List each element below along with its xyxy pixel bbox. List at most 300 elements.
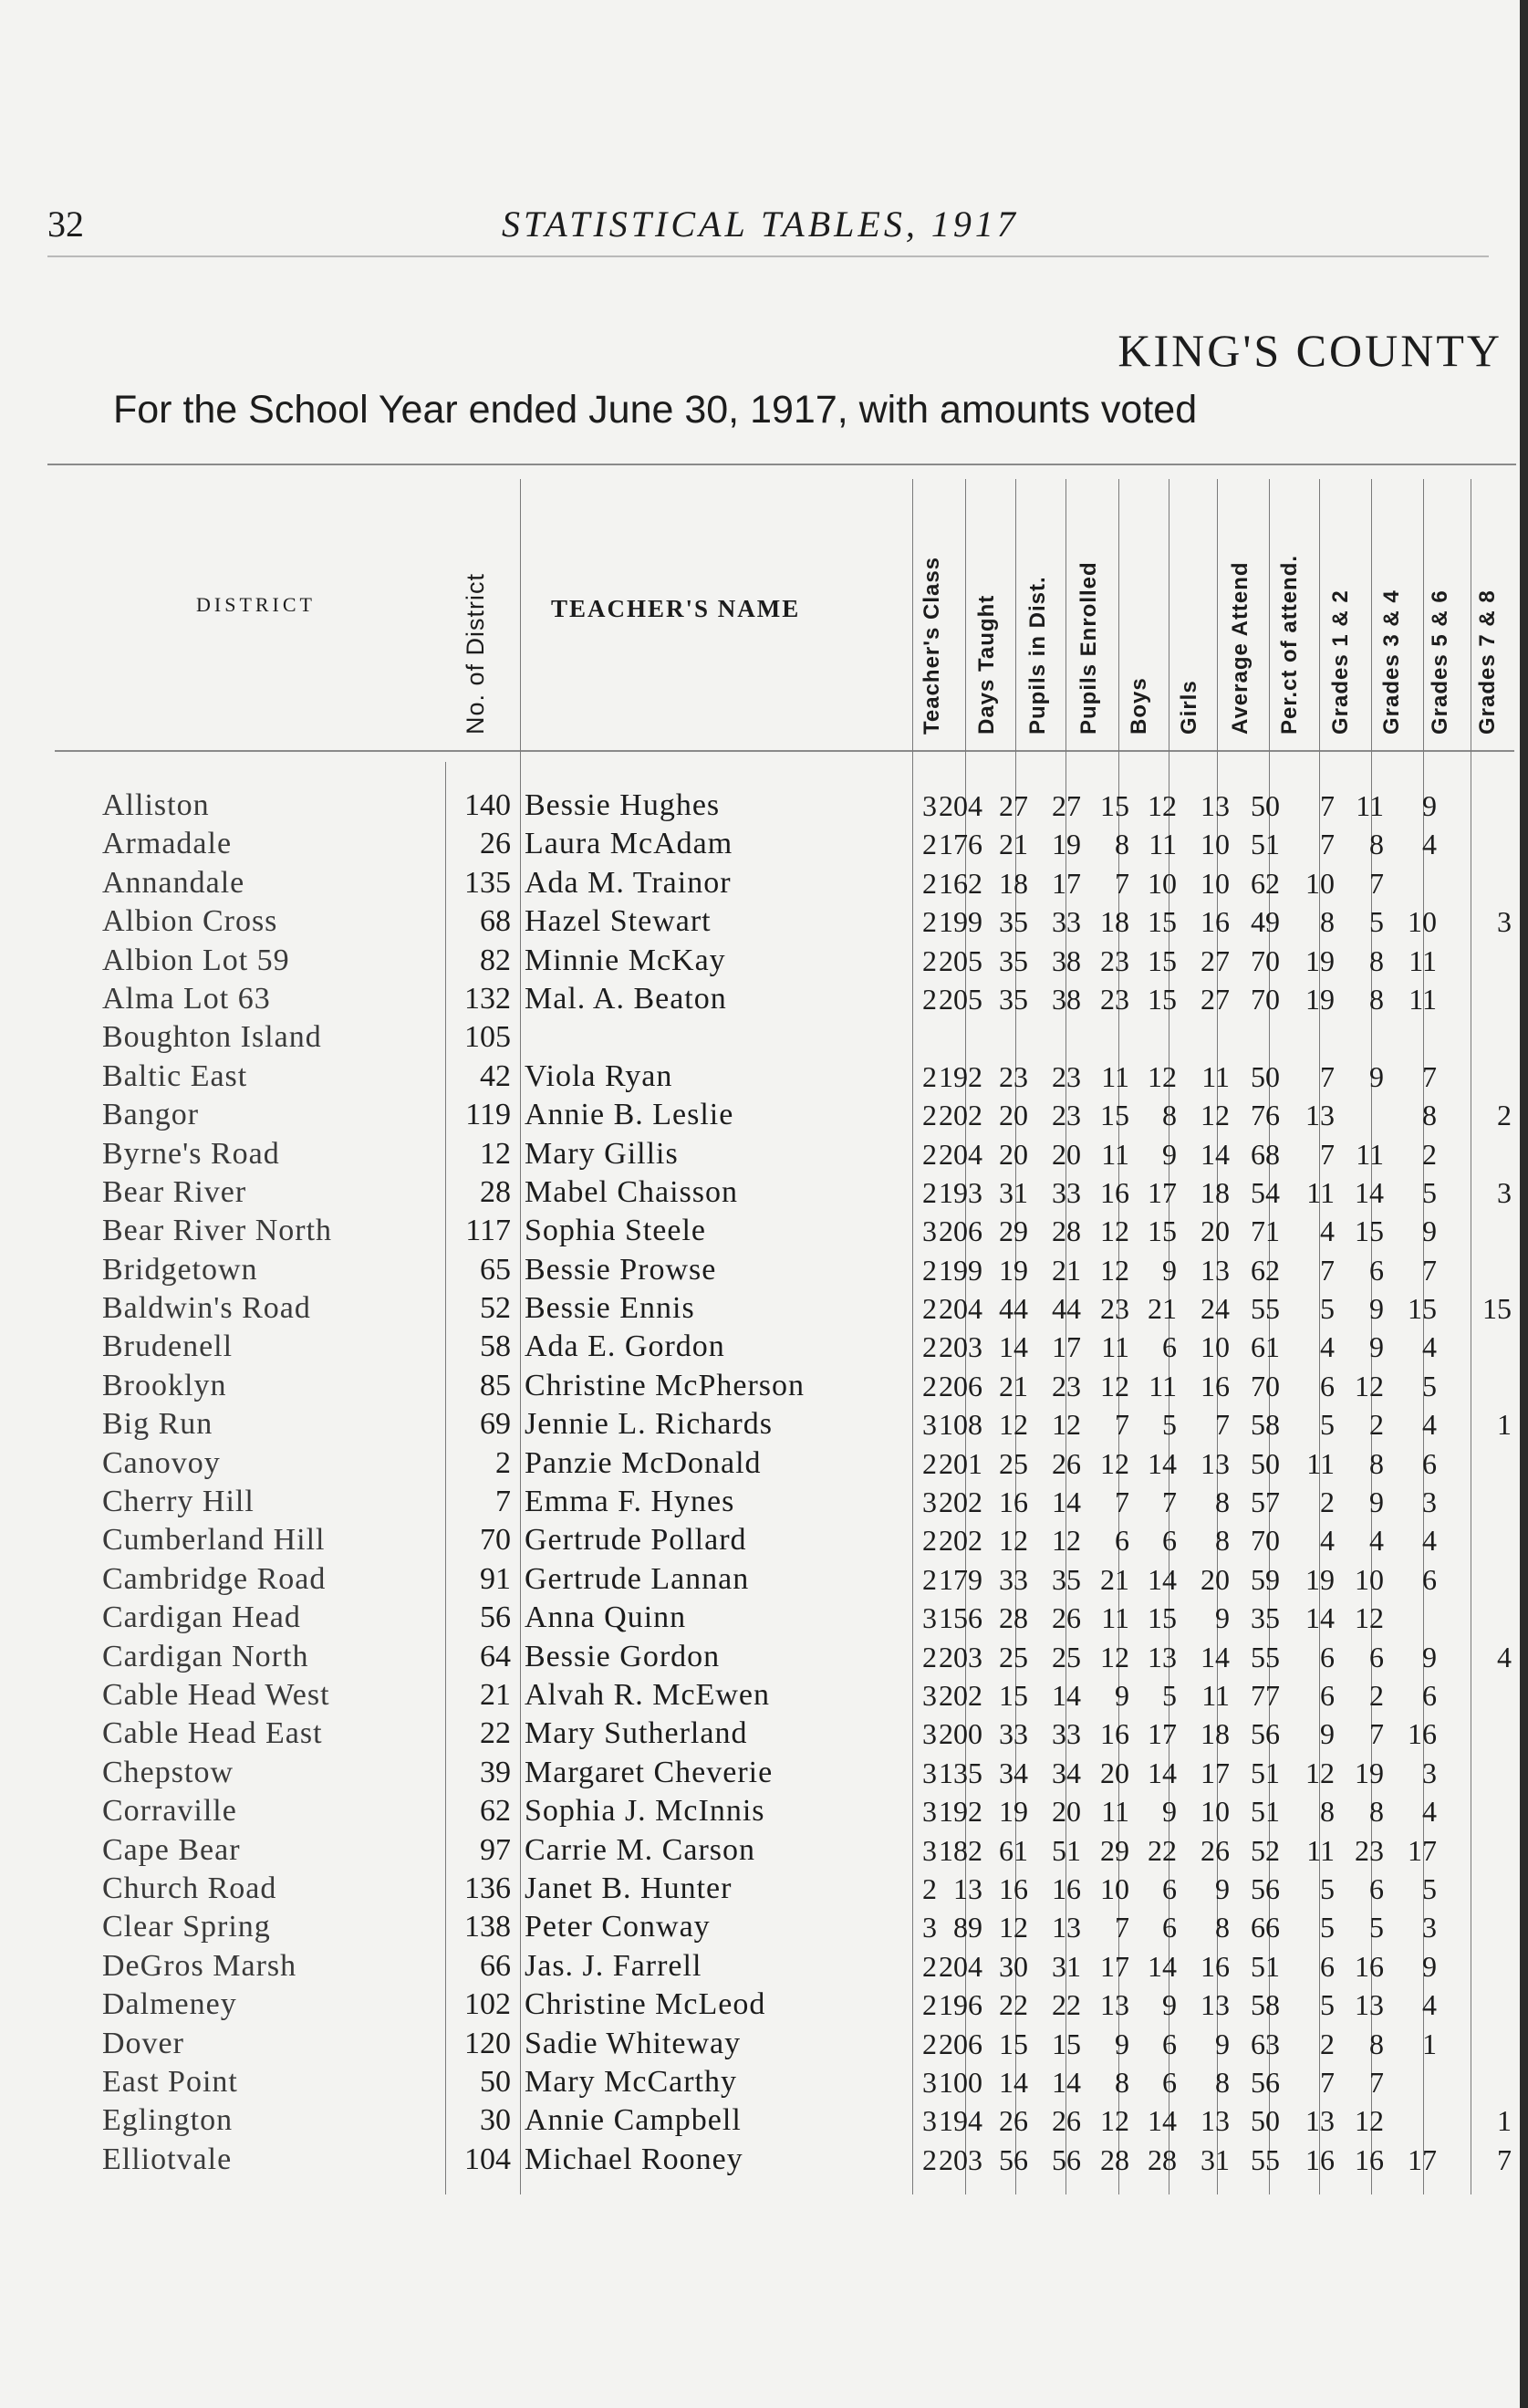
perct-attend-cell: 52 <box>1251 1833 1280 1867</box>
boys-cell: 20 <box>1100 1756 1129 1789</box>
teachers-class-cell: 2 <box>922 2027 937 2060</box>
district-cell: Bridgetown <box>102 1252 258 1287</box>
boys-cell: 18 <box>1100 905 1129 939</box>
header-pupils-enrolled-label: Pupils Enrolled <box>1076 561 1101 735</box>
district-cell: Alma Lot 63 <box>102 981 271 1016</box>
days-taught-cell: 199 <box>939 905 982 939</box>
pupils-enrolled-cell: 23 <box>1052 1099 1081 1132</box>
grades-5-6-cell: 7 <box>1422 1253 1437 1287</box>
average-attend-cell: 13 <box>1201 1446 1230 1480</box>
average-attend-cell: 27 <box>1201 982 1230 1016</box>
table-row <box>0 1754 1528 1792</box>
header-teacher: TEACHER'S NAME <box>551 595 801 622</box>
district-number-cell: 119 <box>465 1098 511 1132</box>
grades-5-6-cell: 9 <box>1422 1949 1437 1983</box>
perct-attend-cell: 61 <box>1251 1330 1280 1364</box>
table-row <box>0 1599 1528 1637</box>
running-head: STATISTICAL TABLES, 1917 <box>502 203 1019 245</box>
average-attend-cell: 16 <box>1201 1369 1230 1402</box>
girls-cell: 8 <box>1162 1099 1177 1132</box>
boys-cell: 8 <box>1115 828 1129 861</box>
boys-cell: 13 <box>1100 1988 1129 2022</box>
pupils-in-dist-cell: 25 <box>999 1446 1028 1480</box>
teacher-name-cell: Alvah R. McEwen <box>525 1677 771 1712</box>
pupils-in-dist-cell: 20 <box>999 1099 1028 1132</box>
pupils-enrolled-cell: 23 <box>1052 1369 1081 1402</box>
teachers-class-cell: 2 <box>922 828 937 861</box>
average-attend-cell: 10 <box>1201 1795 1230 1829</box>
pupils-in-dist-cell: 56 <box>999 2142 1028 2176</box>
teachers-class-cell: 2 <box>922 1175 937 1209</box>
days-taught-cell: 176 <box>939 828 982 861</box>
days-taught-cell: 204 <box>939 1137 982 1171</box>
perct-attend-cell: 35 <box>1251 1601 1280 1635</box>
district-number-cell: 22 <box>480 1716 511 1751</box>
days-taught-cell: 194 <box>939 2104 982 2138</box>
district-number-cell: 85 <box>480 1368 511 1402</box>
perct-attend-cell: 62 <box>1251 866 1280 900</box>
grades-3-4-cell: 12 <box>1355 2104 1384 2138</box>
grades-1-2-cell: 7 <box>1320 1059 1335 1093</box>
average-attend-cell: 13 <box>1201 2104 1230 2138</box>
teacher-name-cell: Margaret Cheverie <box>525 1755 774 1789</box>
district-cell: Elliotvale <box>102 2142 233 2176</box>
pupils-enrolled-cell: 14 <box>1052 1678 1081 1712</box>
teacher-name-cell: Sophia Steele <box>525 1214 707 1248</box>
pupils-enrolled-cell: 17 <box>1052 866 1081 900</box>
table-row <box>0 2101 1528 2140</box>
district-number-cell: 97 <box>480 1832 511 1867</box>
average-attend-cell: 10 <box>1201 1330 1230 1364</box>
average-attend-cell: 10 <box>1201 866 1230 900</box>
boys-cell: 11 <box>1101 1059 1129 1093</box>
days-taught-cell: 192 <box>939 1795 982 1829</box>
teacher-name-cell: Mary McCarthy <box>525 2064 738 2099</box>
grades-7-8-cell: 3 <box>1497 1175 1512 1209</box>
teacher-name-cell: Peter Conway <box>525 1910 711 1944</box>
district-number-cell: 21 <box>480 1677 511 1712</box>
pupils-in-dist-cell: 35 <box>999 943 1028 977</box>
teacher-name-cell: Sadie Whiteway <box>525 2026 742 2060</box>
grades-5-6-cell: 2 <box>1422 1137 1437 1171</box>
average-attend-cell: 18 <box>1201 1175 1230 1209</box>
days-taught-cell: 193 <box>939 1175 982 1209</box>
pupils-in-dist-cell: 33 <box>999 1717 1028 1751</box>
grades-3-4-cell: 9 <box>1369 1330 1384 1364</box>
pupils-enrolled-cell: 23 <box>1052 1059 1081 1093</box>
grades-5-6-cell: 15 <box>1408 1292 1437 1326</box>
header-teachers-class-label: Teacher's Class <box>920 556 944 735</box>
district-number-cell: 50 <box>480 2064 511 2099</box>
average-attend-cell: 9 <box>1215 1601 1230 1635</box>
teachers-class-cell: 2 <box>922 1253 937 1287</box>
pupils-enrolled-cell: 31 <box>1052 1949 1081 1983</box>
pupils-enrolled-cell: 22 <box>1052 1988 1081 2022</box>
district-number-cell: 140 <box>464 788 511 822</box>
district-number-cell: 62 <box>480 1794 511 1829</box>
boys-cell: 9 <box>1115 2027 1129 2060</box>
grades-1-2-cell: 6 <box>1320 1369 1335 1402</box>
grades-7-8-cell: 4 <box>1497 1640 1512 1673</box>
table-row <box>0 1018 1528 1057</box>
pupils-enrolled-cell: 25 <box>1052 1640 1081 1673</box>
district-number-cell: 39 <box>480 1755 511 1789</box>
boys-cell: 7 <box>1115 1408 1129 1442</box>
grades-1-2-cell: 5 <box>1320 1408 1335 1442</box>
table-body <box>0 787 1528 2179</box>
pupils-in-dist-cell: 20 <box>999 1137 1028 1171</box>
grades-3-4-cell: 6 <box>1369 1640 1384 1673</box>
teacher-name-cell: Hazel Stewart <box>525 904 712 939</box>
average-attend-cell: 14 <box>1201 1640 1230 1673</box>
district-cell: East Point <box>102 2064 238 2099</box>
girls-cell: 14 <box>1148 1756 1177 1789</box>
grades-3-4-cell: 8 <box>1369 1795 1384 1829</box>
teacher-name-cell: Annie B. Leslie <box>525 1098 734 1132</box>
perct-attend-cell: 54 <box>1251 1175 1280 1209</box>
days-taught-cell: 89 <box>953 1911 982 1944</box>
header-boys-label: Boys <box>1127 677 1151 735</box>
average-attend-cell: 9 <box>1215 1871 1230 1905</box>
girls-cell: 22 <box>1148 1833 1177 1867</box>
perct-attend-cell: 55 <box>1251 1640 1280 1673</box>
perct-attend-cell: 56 <box>1251 2065 1280 2099</box>
table-row <box>0 1676 1528 1715</box>
grades-1-2-cell: 11 <box>1306 1833 1335 1867</box>
teacher-name-cell: Mabel Chaisson <box>525 1174 739 1209</box>
district-number-cell: 56 <box>480 1600 511 1635</box>
grades-1-2-cell: 6 <box>1320 1949 1335 1983</box>
perct-attend-cell: 71 <box>1251 1214 1280 1248</box>
grades-3-4-cell: 6 <box>1369 1871 1384 1905</box>
girls-cell: 6 <box>1162 2065 1177 2099</box>
grades-3-4-cell: 8 <box>1369 982 1384 1016</box>
grades-3-4-cell: 7 <box>1369 2065 1384 2099</box>
girls-cell: 12 <box>1148 1059 1177 1093</box>
grades-3-4-cell: 8 <box>1369 2027 1384 2060</box>
header-pupils-in-dist-label: Pupils in Dist. <box>1025 576 1050 735</box>
boys-cell: 11 <box>1101 1601 1129 1635</box>
district-cell: Brooklyn <box>102 1368 227 1402</box>
pupils-enrolled-cell: 56 <box>1052 2142 1081 2176</box>
table-row <box>0 1367 1528 1405</box>
pupils-enrolled-cell: 26 <box>1052 2104 1081 2138</box>
days-taught-cell: 202 <box>939 1678 982 1712</box>
teacher-name-cell: Carrie M. Carson <box>525 1832 756 1867</box>
pupils-in-dist-cell: 44 <box>999 1292 1028 1326</box>
pupils-enrolled-cell: 28 <box>1052 1214 1081 1248</box>
average-attend-cell: 24 <box>1201 1292 1230 1326</box>
perct-attend-cell: 68 <box>1251 1137 1280 1171</box>
pupils-enrolled-cell: 51 <box>1052 1833 1081 1867</box>
teacher-name-cell: Ada E. Gordon <box>525 1329 725 1364</box>
pupils-in-dist-cell: 15 <box>999 2027 1028 2060</box>
pupils-enrolled-cell: 14 <box>1052 1485 1081 1519</box>
grades-1-2-cell: 13 <box>1305 2104 1335 2138</box>
district-number-cell: 69 <box>480 1407 511 1442</box>
teacher-name-cell: Bessie Gordon <box>525 1639 721 1673</box>
grades-3-4-cell: 13 <box>1355 1988 1384 2022</box>
perct-attend-cell: 55 <box>1251 2142 1280 2176</box>
district-cell: Eglington <box>102 2103 234 2138</box>
days-taught-cell: 100 <box>939 2065 982 2099</box>
table-row <box>0 1986 1528 2024</box>
teachers-class-cell: 2 <box>922 1099 937 1132</box>
girls-cell: 9 <box>1162 1988 1177 2022</box>
district-cell: Armadale <box>102 827 233 861</box>
district-number-cell: 64 <box>480 1639 511 1673</box>
district-number-cell: 135 <box>464 865 511 900</box>
table-row <box>0 1560 1528 1599</box>
teacher-name-cell: Anna Quinn <box>525 1600 687 1635</box>
girls-cell: 13 <box>1148 1640 1177 1673</box>
grades-1-2-cell: 4 <box>1320 1214 1335 1248</box>
pupils-enrolled-cell: 26 <box>1052 1601 1081 1635</box>
grades-1-2-cell: 4 <box>1320 1524 1335 1558</box>
grades-3-4-cell: 6 <box>1369 1253 1384 1287</box>
perct-attend-cell: 50 <box>1251 1059 1280 1093</box>
district-cell: Cable Head East <box>102 1716 323 1751</box>
boys-cell: 12 <box>1100 1446 1129 1480</box>
teachers-class-cell: 3 <box>922 1833 937 1867</box>
perct-attend-cell: 51 <box>1251 828 1280 861</box>
teachers-class-cell: 2 <box>922 1292 937 1326</box>
grades-3-4-cell: 10 <box>1355 1562 1384 1596</box>
teachers-class-cell: 2 <box>922 1369 937 1402</box>
grades-5-6-cell: 8 <box>1422 1099 1437 1132</box>
page-number: 32 <box>47 203 84 245</box>
pupils-enrolled-cell: 44 <box>1052 1292 1081 1326</box>
days-taught-cell: 202 <box>939 1485 982 1519</box>
grades-5-6-cell: 17 <box>1408 2142 1437 2176</box>
district-cell: Dalmeney <box>102 1987 237 2022</box>
header-rule-top <box>47 464 1516 465</box>
perct-attend-cell: 51 <box>1251 1756 1280 1789</box>
district-number-cell: 58 <box>480 1329 511 1364</box>
days-taught-cell: 13 <box>953 1871 982 1905</box>
district-number-cell: 52 <box>480 1291 511 1326</box>
days-taught-cell: 206 <box>939 2027 982 2060</box>
boys-cell: 28 <box>1100 2142 1129 2176</box>
district-cell: Cable Head West <box>102 1677 330 1712</box>
girls-cell: 11 <box>1149 828 1177 861</box>
teachers-class-cell: 2 <box>922 1871 937 1905</box>
district-cell: Canovoy <box>102 1445 221 1480</box>
grades-5-6-cell: 3 <box>1422 1485 1437 1519</box>
teacher-name-cell: Laura McAdam <box>525 827 733 861</box>
district-cell: Cambridge Road <box>102 1561 327 1596</box>
grades-7-8-cell: 15 <box>1482 1292 1512 1326</box>
teachers-class-cell: 2 <box>922 1562 937 1596</box>
teachers-class-cell: 2 <box>922 1446 937 1480</box>
grades-1-2-cell: 6 <box>1320 1678 1335 1712</box>
grades-3-4-cell: 8 <box>1369 828 1384 861</box>
table-row <box>0 2063 1528 2101</box>
teachers-class-cell: 2 <box>922 1059 937 1093</box>
average-attend-cell: 18 <box>1201 1717 1230 1751</box>
header-grades-1-2-label: Grades 1 & 2 <box>1328 589 1353 735</box>
girls-cell: 11 <box>1149 1369 1177 1402</box>
grades-3-4-cell: 15 <box>1355 1214 1384 1248</box>
days-taught-cell: 203 <box>939 1330 982 1364</box>
grades-3-4-cell: 23 <box>1355 1833 1384 1867</box>
teacher-name-cell: Sophia J. McInnis <box>525 1794 765 1829</box>
grades-5-6-cell: 6 <box>1422 1678 1437 1712</box>
header-grades-7-8-label: Grades 7 & 8 <box>1475 589 1500 735</box>
pupils-in-dist-cell: 12 <box>999 1524 1028 1558</box>
average-attend-cell: 12 <box>1201 1099 1230 1132</box>
teacher-name-cell: Annie Campbell <box>525 2103 742 2138</box>
days-taught-cell: 203 <box>939 2142 982 2176</box>
district-cell: Bear River <box>102 1174 247 1209</box>
perct-attend-cell: 49 <box>1251 905 1280 939</box>
grades-1-2-cell: 12 <box>1305 1756 1335 1789</box>
district-number-cell: 82 <box>480 943 511 977</box>
grades-1-2-cell: 19 <box>1305 1562 1335 1596</box>
table-row <box>0 1521 1528 1559</box>
days-taught-cell: 202 <box>939 1099 982 1132</box>
grades-1-2-cell: 5 <box>1320 1911 1335 1944</box>
pupils-enrolled-cell: 21 <box>1052 1253 1081 1287</box>
boys-cell: 6 <box>1115 1524 1129 1558</box>
pupils-in-dist-cell: 18 <box>999 866 1028 900</box>
perct-attend-cell: 56 <box>1251 1871 1280 1905</box>
days-taught-cell: 205 <box>939 943 982 977</box>
perct-attend-cell: 50 <box>1251 789 1280 822</box>
pupils-enrolled-cell: 20 <box>1052 1137 1081 1171</box>
pupils-enrolled-cell: 19 <box>1052 828 1081 861</box>
district-number-cell: 105 <box>464 1020 511 1055</box>
grades-5-6-cell: 16 <box>1408 1717 1437 1751</box>
girls-cell: 9 <box>1162 1253 1177 1287</box>
perct-attend-cell: 58 <box>1251 1988 1280 2022</box>
grades-3-4-cell: 8 <box>1369 943 1384 977</box>
girls-cell: 9 <box>1162 1795 1177 1829</box>
table-row <box>0 864 1528 902</box>
district-cell: DeGros Marsh <box>102 1948 297 1983</box>
teachers-class-cell: 2 <box>922 866 937 900</box>
district-number-cell: 65 <box>480 1252 511 1287</box>
table-row <box>0 1058 1528 1096</box>
girls-cell: 9 <box>1162 1137 1177 1171</box>
teachers-class-cell: 2 <box>922 943 937 977</box>
district-cell: Baldwin's Road <box>102 1291 311 1326</box>
grades-5-6-cell: 5 <box>1422 1871 1437 1905</box>
boys-cell: 29 <box>1100 1833 1129 1867</box>
grades-1-2-cell: 5 <box>1320 1871 1335 1905</box>
grades-5-6-cell: 4 <box>1422 1795 1437 1829</box>
pupils-in-dist-cell: 12 <box>999 1911 1028 1944</box>
perct-attend-cell: 70 <box>1251 982 1280 1016</box>
pupils-enrolled-cell: 33 <box>1052 1175 1081 1209</box>
grades-3-4-cell: 7 <box>1369 1717 1384 1751</box>
grades-3-4-cell: 2 <box>1369 1678 1384 1712</box>
grades-5-6-cell: 11 <box>1408 943 1437 977</box>
days-taught-cell: 204 <box>939 1949 982 1983</box>
boys-cell: 10 <box>1100 1871 1129 1905</box>
average-attend-cell: 16 <box>1201 905 1230 939</box>
days-taught-cell: 202 <box>939 1524 982 1558</box>
district-number-cell: 70 <box>480 1523 511 1558</box>
teachers-class-cell: 3 <box>922 1678 937 1712</box>
county-title: KING'S COUNTY <box>1117 325 1502 376</box>
district-number-cell: 28 <box>480 1174 511 1209</box>
pupils-in-dist-cell: 28 <box>999 1601 1028 1635</box>
days-taught-cell: 206 <box>939 1214 982 1248</box>
pupils-in-dist-cell: 22 <box>999 1988 1028 2022</box>
teacher-name-cell: Christine McPherson <box>525 1368 806 1402</box>
teacher-name-cell: Bessie Hughes <box>525 788 721 822</box>
teacher-name-cell: Viola Ryan <box>525 1058 673 1093</box>
average-attend-cell: 17 <box>1201 1756 1230 1789</box>
pupils-enrolled-cell: 12 <box>1052 1524 1081 1558</box>
perct-attend-cell: 51 <box>1251 1795 1280 1829</box>
district-cell: Cherry Hill <box>102 1485 255 1519</box>
district-number-cell: 7 <box>495 1485 511 1519</box>
teacher-name-cell: Bessie Ennis <box>525 1291 695 1326</box>
district-number-cell: 104 <box>464 2142 511 2176</box>
days-taught-cell: 200 <box>939 1717 982 1751</box>
average-attend-cell: 16 <box>1201 1949 1230 1983</box>
perct-attend-cell: 70 <box>1251 1524 1280 1558</box>
grades-1-2-cell: 14 <box>1305 1601 1335 1635</box>
pupils-enrolled-cell: 33 <box>1052 1717 1081 1751</box>
teacher-name-cell: Jas. J. Farrell <box>525 1948 702 1983</box>
grades-7-8-cell: 3 <box>1497 905 1512 939</box>
pupils-in-dist-cell: 33 <box>999 1562 1028 1596</box>
average-attend-cell: 13 <box>1201 1253 1230 1287</box>
girls-cell: 15 <box>1148 1601 1177 1635</box>
grades-1-2-cell: 7 <box>1320 789 1335 822</box>
header-rule-bottom <box>55 750 1514 752</box>
pupils-in-dist-cell: 25 <box>999 1640 1028 1673</box>
district-number-cell: 132 <box>464 981 511 1016</box>
days-taught-cell: 204 <box>939 789 982 822</box>
grades-3-4-cell: 5 <box>1369 1911 1384 1944</box>
grades-7-8-cell: 2 <box>1497 1099 1512 1132</box>
district-cell: Dover <box>102 2026 184 2060</box>
grades-5-6-cell: 5 <box>1422 1175 1437 1209</box>
table-row <box>0 1328 1528 1366</box>
district-number-cell: 136 <box>464 1871 511 1905</box>
girls-cell: 10 <box>1148 866 1177 900</box>
average-attend-cell: 13 <box>1201 1988 1230 2022</box>
grades-5-6-cell: 4 <box>1422 1330 1437 1364</box>
teachers-class-cell: 2 <box>922 1640 937 1673</box>
average-attend-cell: 31 <box>1201 2142 1230 2176</box>
perct-attend-cell: 59 <box>1251 1562 1280 1596</box>
grades-1-2-cell: 7 <box>1320 1137 1335 1171</box>
pupils-enrolled-cell: 35 <box>1052 1562 1081 1596</box>
pupils-enrolled-cell: 15 <box>1052 2027 1081 2060</box>
girls-cell: 21 <box>1148 1292 1177 1326</box>
boys-cell: 11 <box>1101 1795 1129 1829</box>
teachers-class-cell: 2 <box>922 1137 937 1171</box>
teachers-class-cell: 2 <box>922 1524 937 1558</box>
average-attend-cell: 8 <box>1215 1911 1230 1944</box>
boys-cell: 21 <box>1100 1562 1129 1596</box>
pupils-in-dist-cell: 35 <box>999 905 1028 939</box>
pupils-in-dist-cell: 16 <box>999 1871 1028 1905</box>
average-attend-cell: 8 <box>1215 1524 1230 1558</box>
pupils-in-dist-cell: 35 <box>999 982 1028 1016</box>
pupils-in-dist-cell: 26 <box>999 2104 1028 2138</box>
teacher-name-cell: Michael Rooney <box>525 2142 743 2176</box>
girls-cell: 7 <box>1162 1485 1177 1519</box>
teachers-class-cell: 3 <box>922 789 937 822</box>
days-taught-cell: 182 <box>939 1833 982 1867</box>
district-cell: Cape Bear <box>102 1832 241 1867</box>
